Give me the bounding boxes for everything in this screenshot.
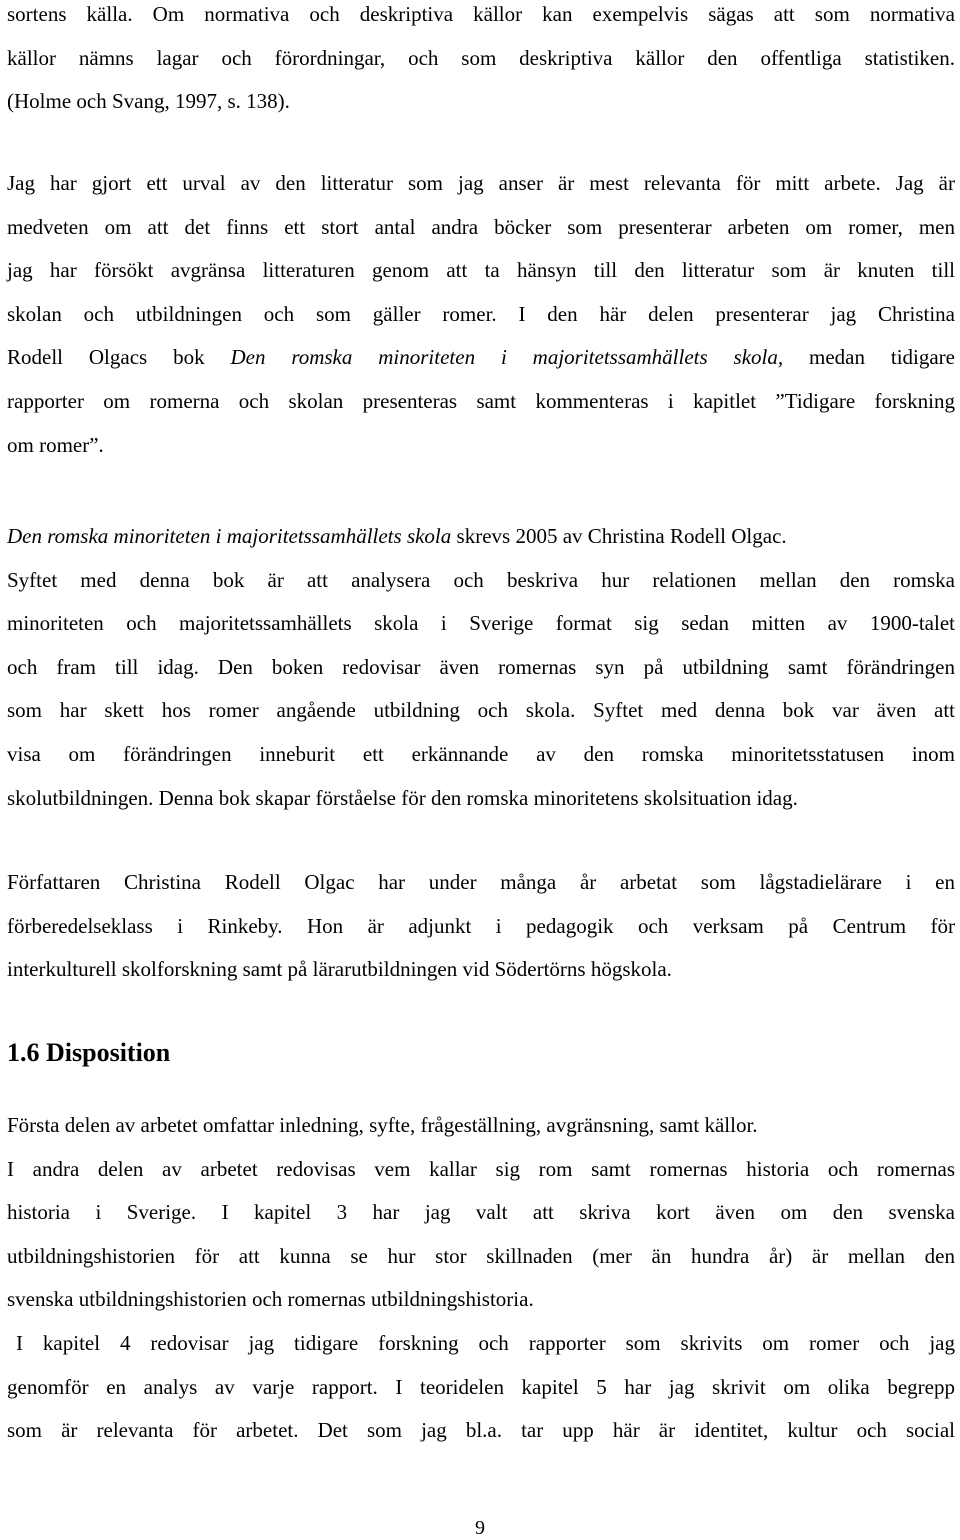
text-line: svenska utbildningshistorien och romernas utbildningshistoria. bbox=[7, 1287, 534, 1312]
text-line: visa om förändringen inneburit ett erkännande av den romska minoritetsstatusen inom bbox=[7, 741, 955, 766]
text-segment: medan tidigare bbox=[783, 345, 955, 370]
text-line: utbildningshistorien för att kunna se hur stor skillnaden (mer än hundra år) är mellan den bbox=[7, 1243, 955, 1268]
paragraph-chapters bbox=[7, 1322, 955, 1453]
book-title: Den romska minoriteten i majoritetssamhällets skola bbox=[7, 524, 452, 548]
text-line: historia i Sverige. I kapitel 3 har jag valt att skriva kort även om den svenska bbox=[7, 1200, 955, 1225]
text-line: som har skett hos romer angående utbildning och skola. Syftet med denna bok var även att bbox=[7, 698, 955, 723]
book-title: Den romska minoriteten i majoritetssamhällets skola, bbox=[230, 345, 784, 370]
text-line: (Holme och Svang, 1997, s. 138). bbox=[7, 89, 290, 114]
text-line: skolan och utbildningen och som gäller romer. I den här delen presenterar jag Christina bbox=[7, 301, 955, 326]
text-line: interkulturell skolforskning samt på lärarutbildningen vid Södertörns högskola. bbox=[7, 957, 672, 982]
text-line: Första delen av arbetet omfattar inledning, syfte, frågeställning, avgränsning, samt källor. bbox=[7, 1113, 758, 1137]
text-line: I andra delen av arbetet redovisas vem kallar sig rom samt romernas historia och romernas bbox=[7, 1156, 955, 1181]
text-line: förberedelseklass i Rinkeby. Hon är adjunkt i pedagogik och verksam på Centrum för bbox=[7, 913, 955, 938]
text-line: om romer”. bbox=[7, 432, 104, 457]
text-line: som är relevanta för arbetet. Det som jag bl.a. tar upp här är identitet, kultur och social bbox=[7, 1418, 955, 1443]
text-line: I kapitel 4 redovisar jag tidigare forskning och rapporter som skrivits om romer och jag bbox=[16, 1331, 955, 1355]
page-number: 9 bbox=[475, 1517, 485, 1539]
paragraph-author bbox=[7, 861, 955, 992]
text-line: rapporter om romerna och skolan presenteras samt kommenteras i kapitlet ”Tidigare forskning bbox=[7, 388, 955, 413]
text-line: Syftet med denna bok är att analysera och beskriva hur relationen mellan den romska bbox=[7, 567, 955, 592]
text-segment: skrevs 2005 av Christina Rodell Olgac. bbox=[451, 524, 787, 548]
text-line: genomför en analys av varje rapport. I teoridelen kapitel 5 har jag skrivit om olika begrepp bbox=[7, 1374, 955, 1399]
paragraph-literature-selection bbox=[7, 162, 955, 467]
text-line: minoriteten och majoritetssamhällets skola i Sverige format sig sedan mitten av 1900-talet bbox=[7, 611, 955, 636]
text-line bbox=[7, 515, 955, 559]
section-heading: 1.6 Disposition bbox=[7, 1038, 171, 1067]
text-line: och fram till idag. Den boken redovisar även romernas syn på utbildning samt förändringen bbox=[7, 654, 955, 679]
paragraph-disposition bbox=[7, 1104, 955, 1322]
text-line: källor nämns lagar och förordningar, och som deskriptiva källor den offentliga statistiken. bbox=[7, 45, 955, 70]
text-line: medveten om att det finns ett stort antal andra böcker som presenterar arbeten om romer, men bbox=[7, 214, 955, 239]
text-line: sortens källa. Om normativa och deskriptiva källor kan exempelvis sägas att som normativa bbox=[7, 2, 955, 26]
text-line bbox=[7, 336, 955, 380]
text-line: jag har försökt avgränsa litteraturen genom att ta hänsyn till den litteratur som är knuten till bbox=[7, 258, 955, 283]
text-line: skolutbildningen. Denna bok skapar förståelse för den romska minoritetens skolsituation idag. bbox=[7, 785, 798, 810]
text-line: Författaren Christina Rodell Olgac har under många år arbetat som lågstadielärare i en bbox=[7, 870, 955, 894]
paragraph-book-description bbox=[7, 515, 955, 820]
text-segment: Rodell Olgacs bok bbox=[7, 345, 231, 370]
text-line: Jag har gjort ett urval av den litteratur som jag anser är mest relevanta för mitt arbete. Jag är bbox=[7, 171, 955, 195]
paragraph-sources bbox=[7, 0, 955, 124]
